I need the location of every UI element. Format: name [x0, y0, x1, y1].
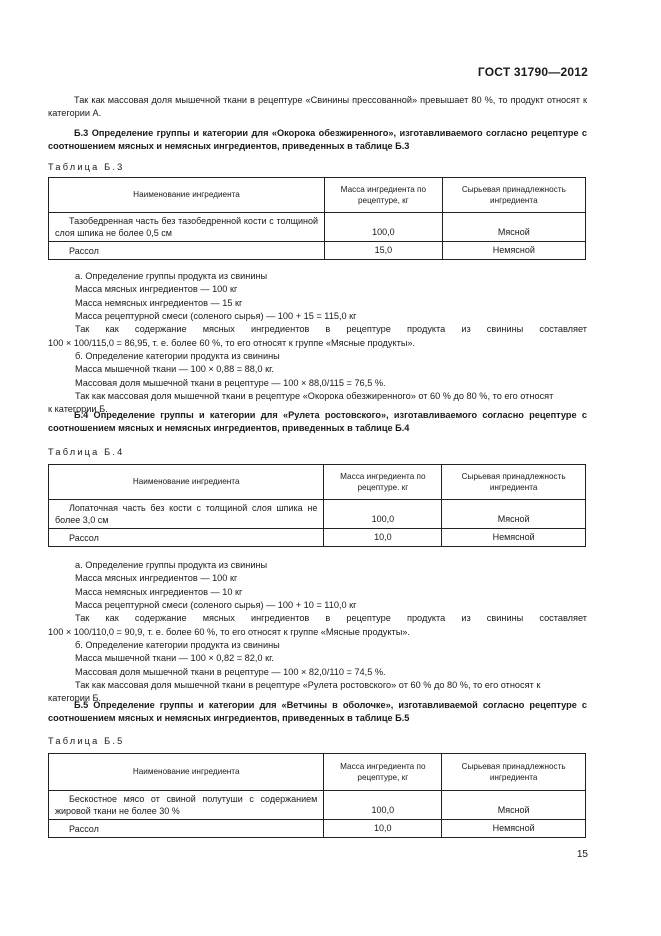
section-b3-heading: Б.3 Определение группы и категории для «Окорока обезжиренного», изготавливаемого согласно рецептуре с соотношением мясных и немясных ингредиентов, приведенных в таблице Б.3 — [48, 128, 587, 152]
table-header-ingredient: Наименование ингредиента — [49, 465, 324, 500]
table-row — [49, 242, 586, 260]
table-row — [49, 791, 586, 820]
table-cell-mass: 15,0 — [325, 242, 443, 260]
calc-line: Масса рецептурной смеси (соленого сырья) — 100 + 10 = 110,0 кг — [75, 600, 357, 611]
table-header-ingredient: Наименование ингредиента — [49, 754, 324, 791]
calc-line: Масса немясных ингредиентов — 15 кг — [75, 297, 243, 308]
table-row — [49, 529, 586, 547]
table-b3 — [48, 177, 586, 260]
table-cell-origin: Мясной — [442, 500, 586, 529]
calc-line: Так как содержание мясных ингредиентов в рецептуре продукта из свинины составляет — [75, 613, 587, 624]
table-row — [49, 820, 586, 838]
calc-line: Массовая доля мышечной ткани в рецептуре — 100 × 82,0/110 = 74,5 %. — [75, 666, 386, 677]
document-id: ГОСТ 31790—2012 — [477, 65, 588, 79]
table-cell-name: Лопаточная часть без кости с толщиной слоя шпика не более 3,0 см — [49, 500, 324, 529]
calc-line: Массовая доля мышечной ткани в рецептуре — 100 × 88,0/115 = 76,5 %. — [75, 377, 386, 388]
table-header-origin: Сырьевая принадлежность ингредиента — [442, 178, 585, 213]
page-number: 15 — [576, 849, 588, 860]
calc-line: к категории Б. — [48, 404, 108, 415]
table-cell-name: Тазобедренная часть без тазобедренной кости с толщиной слоя шпика не более 0,5 см — [49, 213, 325, 242]
intro-paragraph: Так как массовая доля мышечной ткани в рецептуре «Свинины прессованной» превышает 80 %, то продукт относят к категории А. — [48, 95, 587, 119]
table-b4-caption: Таблица Б.4 — [48, 447, 125, 457]
table-header-mass: Масса ингредиента по рецептуре, кг — [325, 178, 443, 213]
section-b5-heading: Б.5 Определение группы и категории для «Ветчины в оболочке», изготавливаемой согласно рецептуре с соотношением мясных и немясных ингредиентов, приведенных в таблице Б.5 — [48, 700, 587, 724]
calc-line: Масса немясных ингредиентов — 10 кг — [75, 586, 243, 597]
table-cell-name: Рассол — [49, 820, 324, 838]
calc-line: Так как содержание мясных ингредиентов в рецептуре продукта из свинины составляет — [75, 324, 587, 335]
table-cell-mass: 100,0 — [325, 213, 443, 242]
table-b4 — [48, 464, 586, 547]
table-cell-mass: 100,0 — [324, 500, 442, 529]
calc-line: б. Определение категории продукта из свинины — [75, 640, 280, 651]
table-b5 — [48, 753, 586, 838]
section-b4-calculation — [48, 559, 587, 706]
table-b3-caption: Таблица Б.3 — [48, 162, 125, 172]
table-header-origin: Сырьевая принадлежность ингредиента — [442, 754, 586, 791]
table-cell-mass: 10,0 — [324, 820, 442, 838]
table-cell-name: Рассол — [49, 529, 324, 547]
table-header-mass: Масса ингредиента по рецептуре. кг — [324, 465, 442, 500]
calc-line: а. Определение группы продукта из свинины — [75, 271, 268, 281]
section-b3-calculation — [48, 270, 587, 417]
calc-line: Так как массовая доля мышечной ткани в рецептуре «Рулета ростовского» от 60 % до 80 %, то его относят к — [75, 680, 541, 691]
calc-line: Масса мясных ингредиентов — 100 кг — [75, 573, 238, 584]
table-cell-origin: Немясной — [442, 820, 586, 838]
calc-line: 100 × 100/115,0 = 86,95, т. е. более 60 %, то его относят к группе «Мясные продукты». — [48, 337, 416, 348]
table-row — [49, 213, 586, 242]
calc-line: Так как массовая доля мышечной ткани в рецептуре «Окорока обезжиренного» от 60 % до 80 %, то его относят — [75, 391, 554, 402]
calc-line: б. Определение категории продукта из свинины — [75, 351, 280, 362]
table-cell-origin: Мясной — [442, 791, 586, 820]
calc-line: Масса мясных ингредиентов — 100 кг — [75, 284, 238, 295]
table-header-mass: Масса ингредиента по рецептуре, кг — [324, 754, 442, 791]
table-header-ingredient: Наименование ингредиента — [49, 178, 325, 213]
calc-line: Масса рецептурной смеси (соленого сырья) — 100 + 15 = 115,0 кг — [75, 311, 357, 322]
table-cell-name: Бескостное мясо от свиной полутуши с содержанием жировой ткани не более 30 % — [49, 791, 324, 820]
calc-line: категории Б. — [48, 693, 102, 704]
calc-line: а. Определение группы продукта из свинины — [75, 560, 268, 570]
table-cell-origin: Немясной — [442, 242, 585, 260]
table-cell-origin: Немясной — [442, 529, 586, 547]
section-b4-heading: Б.4 Определение группы и категории для «Рулета ростовского», изготавливаемого согласно рецептуре с соотношением мясных и немясных ингредиентов, приведенных в таблице Б.4 — [48, 410, 587, 434]
calc-line: Масса мышечной ткани — 100 × 0,88 = 88,0 кг. — [75, 364, 274, 375]
table-cell-mass: 100,0 — [324, 791, 442, 820]
calc-line: Масса мышечной ткани — 100 × 0,82 = 82,0 кг. — [75, 653, 274, 664]
table-cell-name: Рассол — [49, 242, 325, 260]
calc-line: 100 × 100/110,0 = 90,9, т. е. более 60 %, то его относят к группе «Мясные продукты». — [48, 626, 410, 637]
table-cell-origin: Мясной — [442, 213, 585, 242]
table-row — [49, 500, 586, 529]
table-cell-mass: 10,0 — [324, 529, 442, 547]
table-b5-caption: Таблица Б.5 — [48, 736, 125, 746]
table-header-origin: Сырьевая принадлежность ингредиента — [442, 465, 586, 500]
